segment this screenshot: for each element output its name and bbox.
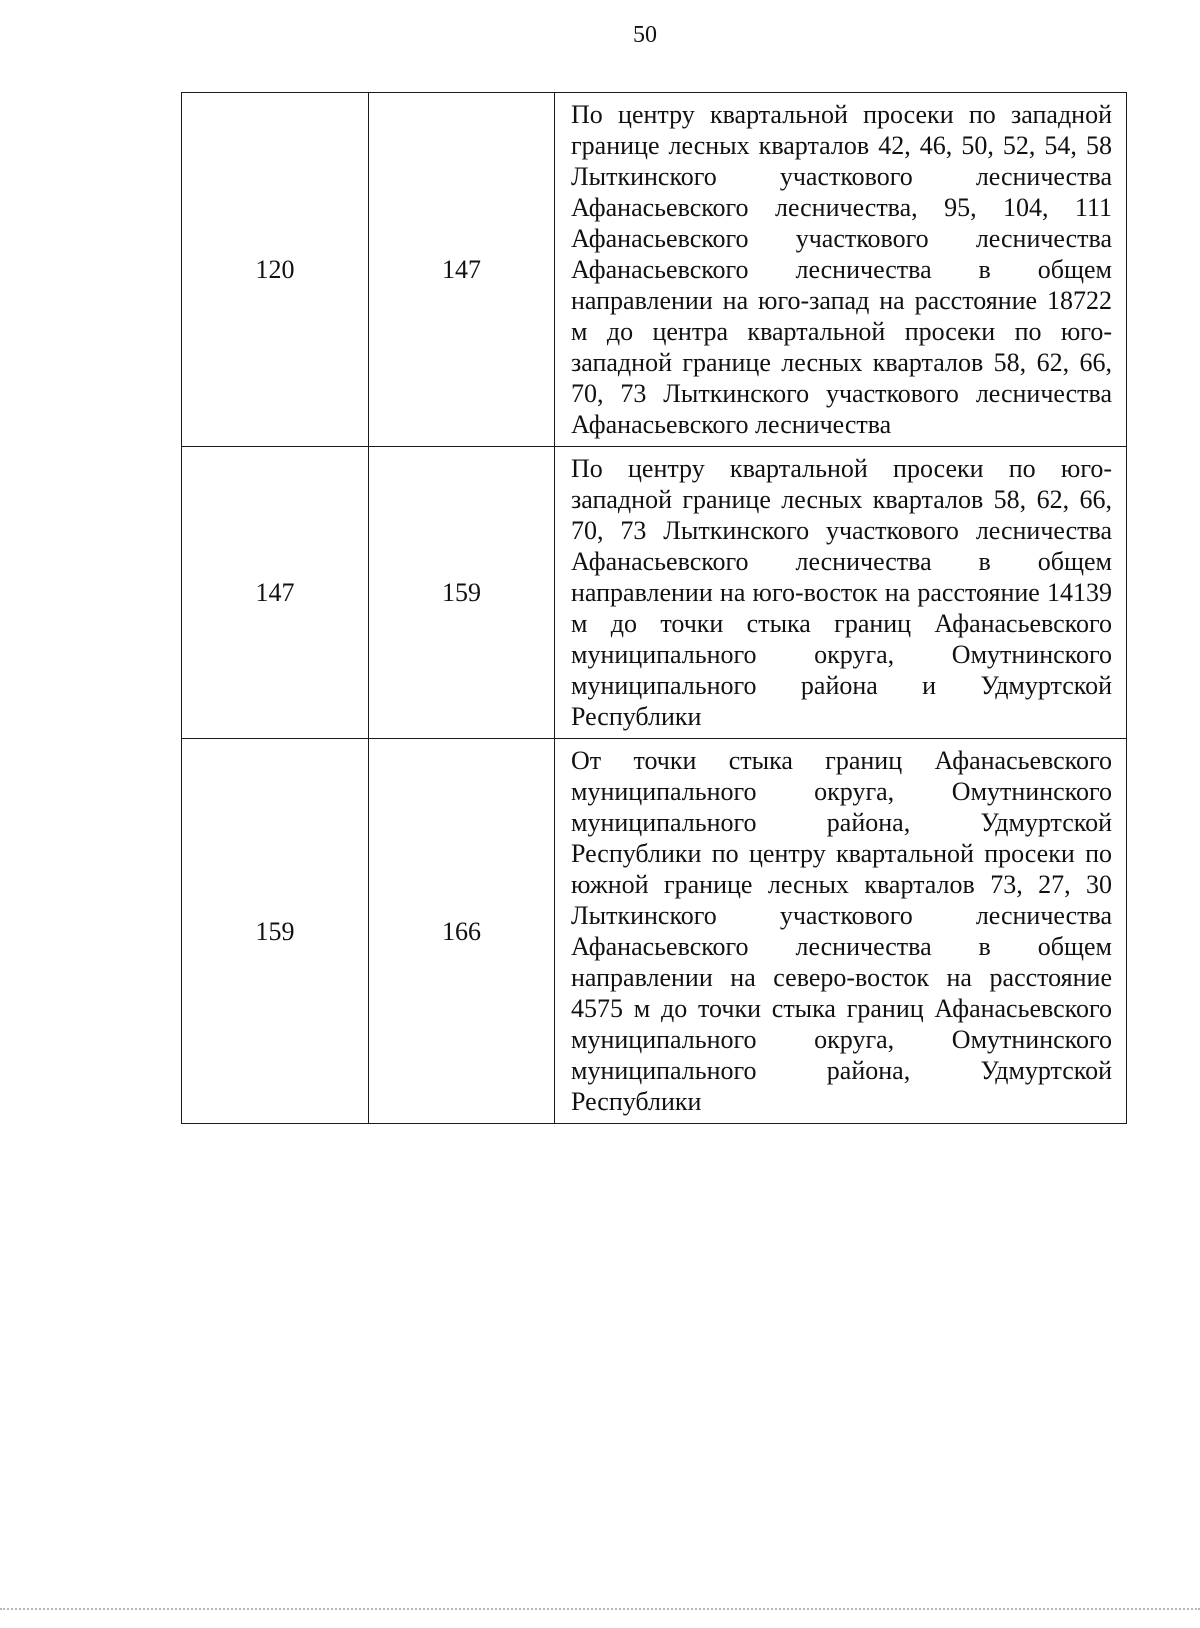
boundary-description-table — [181, 92, 1127, 1124]
table-row — [182, 739, 1127, 1124]
end-point-cell: 159 — [369, 447, 555, 739]
end-point-cell: 147 — [369, 93, 555, 447]
boundary-description-cell: От точки стыка границ Афанасьевского муниципального округа, Омутнинского муниципального района, Удмуртской Республики по центру квартальной просеки по южной границе лесных кварталов 73, 27, 30 Лыткинского участкового лесничества Афанасьевского лесничества в общем направлении на северо-восток на расстояние 4575 м до точки стыка границ Афанасьевского муниципального округа, Омутнинского муниципального района, Удмуртской Республики — [555, 739, 1127, 1124]
end-point-cell: 166 — [369, 739, 555, 1124]
start-point-cell: 147 — [182, 447, 369, 739]
boundary-description-cell: По центру квартальной просеки по юго-западной границе лесных кварталов 58, 62, 66, 70, 73 Лыткинского участкового лесничества Афанасьевского лесничества в общем направлении на юго-восток на расстояние 14139 м до точки стыка границ Афанасьевского муниципального округа, Омутнинского муниципального района и Удмуртской Республики — [555, 447, 1127, 739]
boundary-description-cell: По центру квартальной просеки по западной границе лесных кварталов 42, 46, 50, 52, 54, 58 Лыткинского участкового лесничества Афанасьевского лесничества, 95, 104, 111 Афанасьевского участкового лесничества Афанасьевского лесничества в общем направлении на юго-запад на расстояние 18722 м до центра квартальной просеки по юго-западной границе лесных кварталов 58, 62, 66, 70, 73 Лыткинского участкового лесничества Афанасьевского лесничества — [555, 93, 1127, 447]
page-number: 50 — [633, 22, 657, 48]
scan-edge-marks — [0, 1608, 1200, 1610]
table-row — [182, 447, 1127, 739]
start-point-cell: 120 — [182, 93, 369, 447]
start-point-cell: 159 — [182, 739, 369, 1124]
table-row — [182, 93, 1127, 447]
